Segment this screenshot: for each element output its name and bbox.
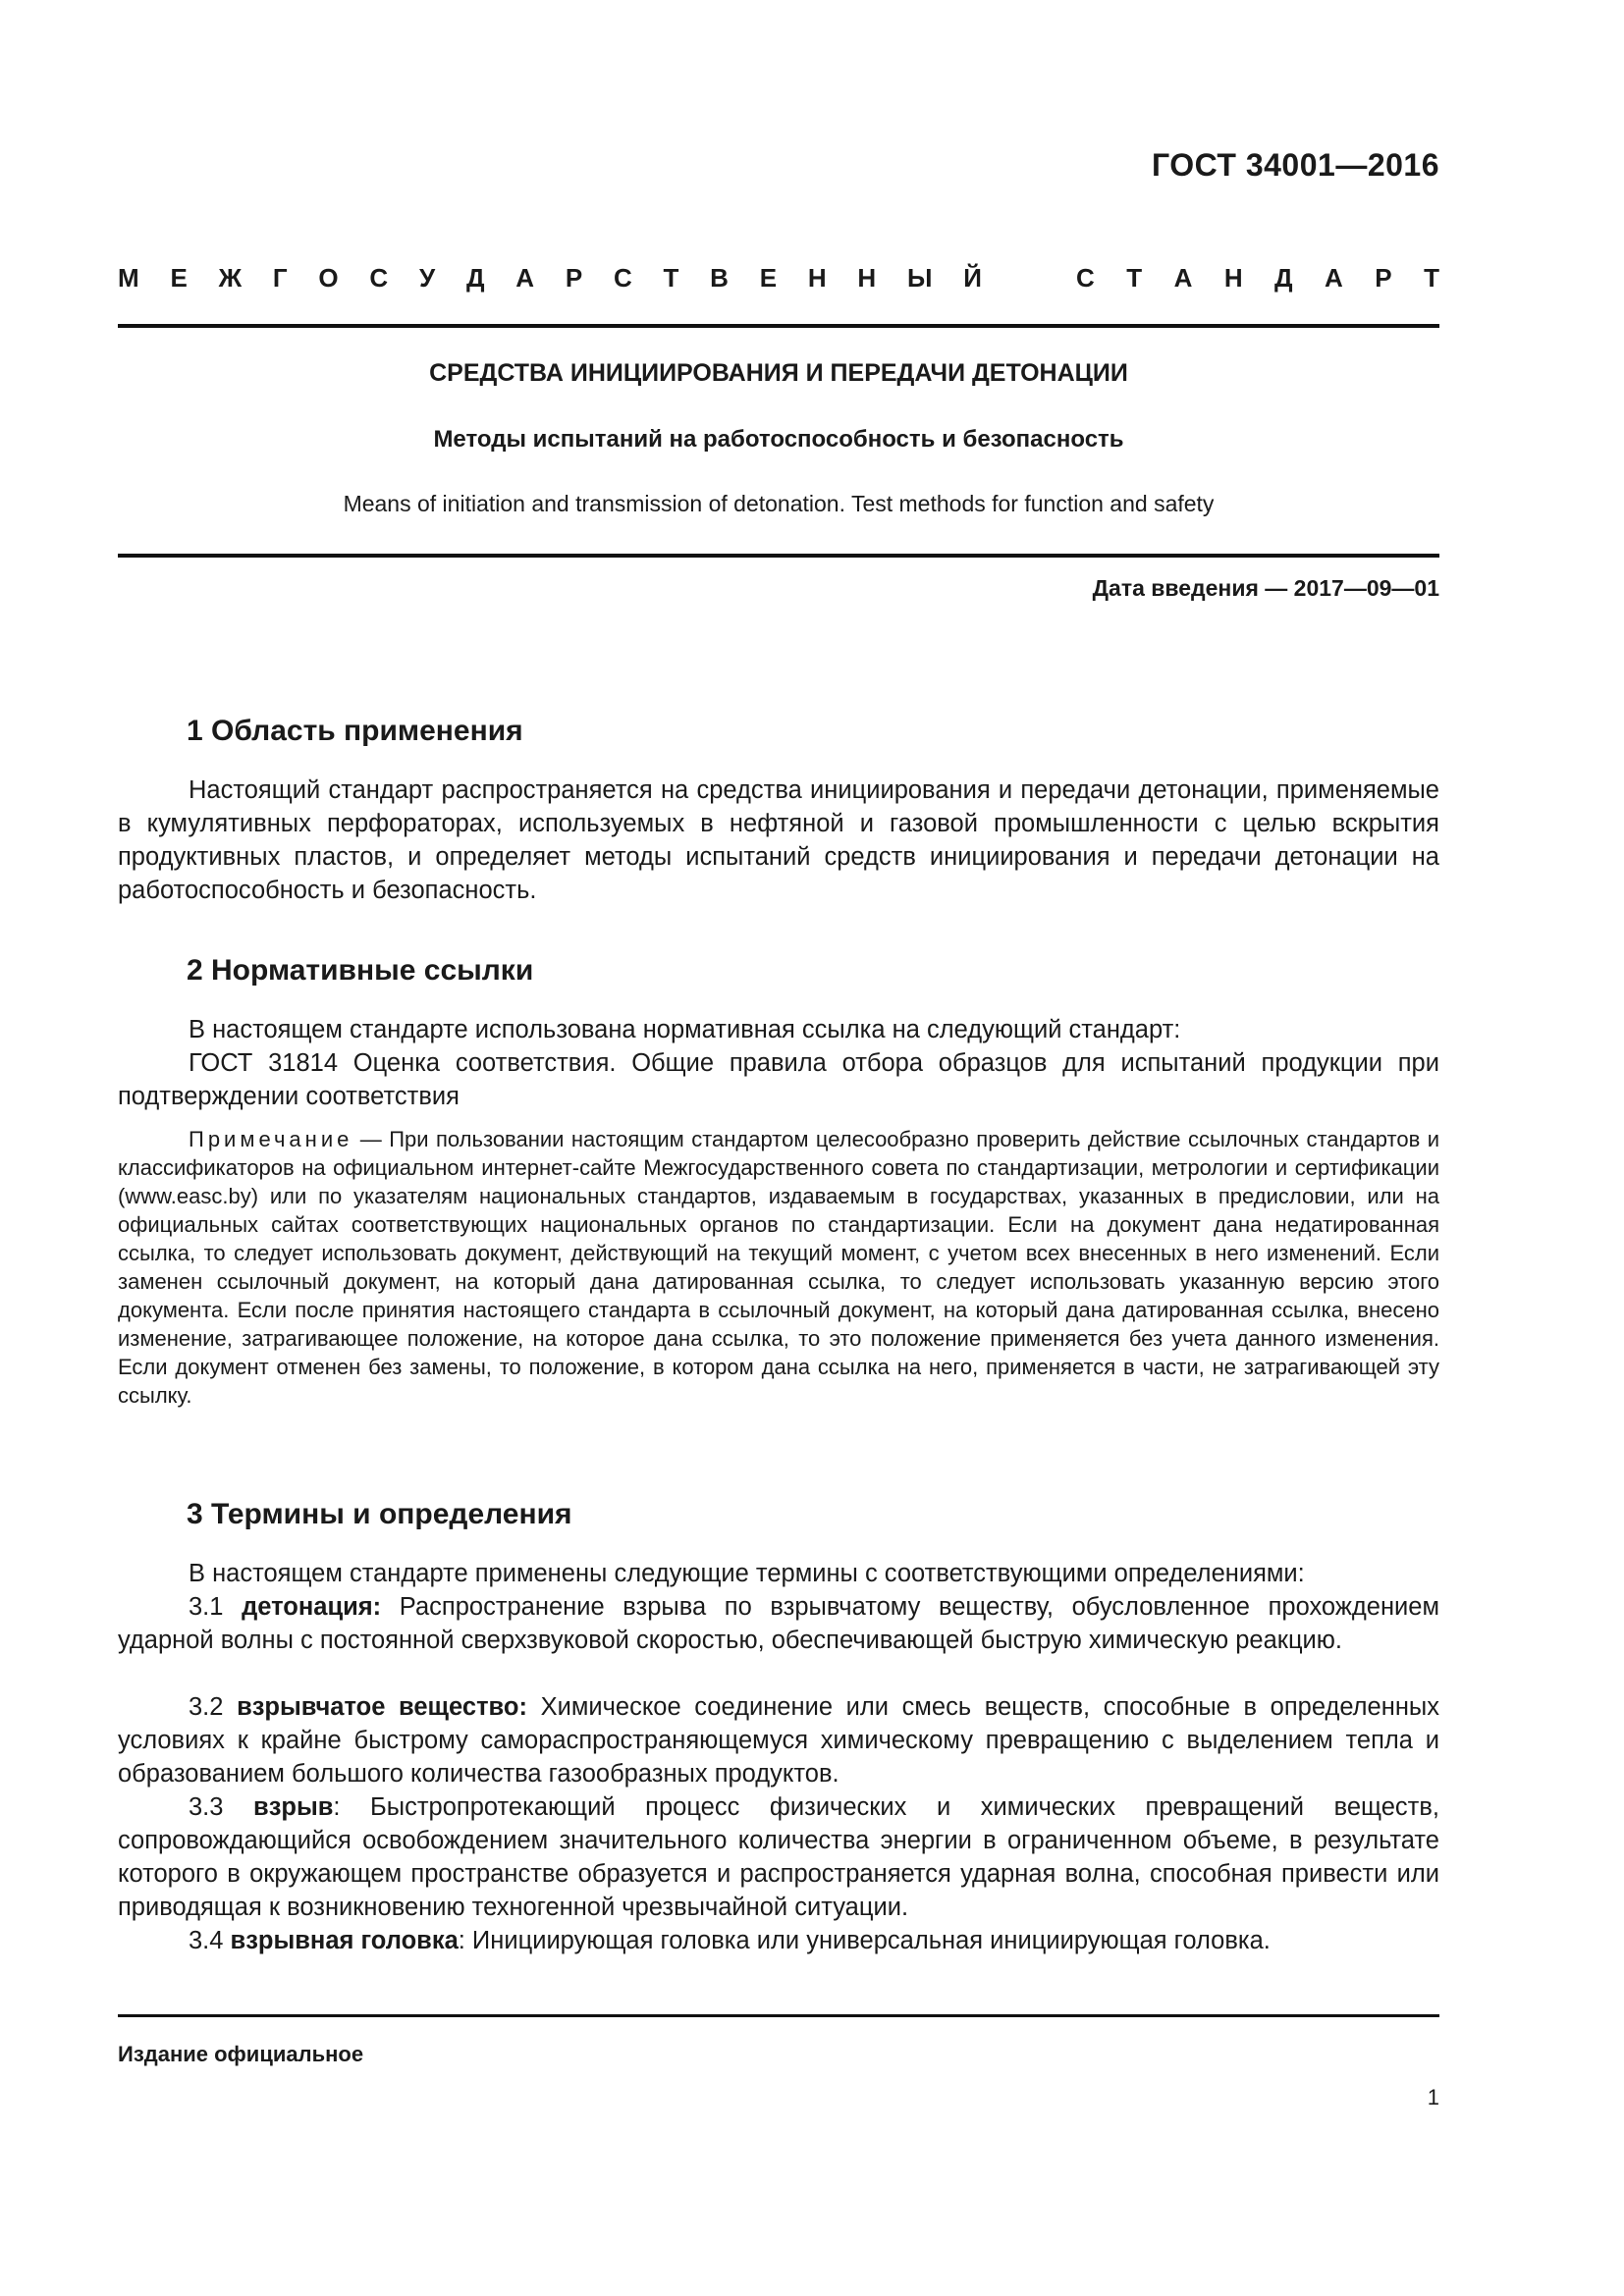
section-2-reference: ГОСТ 31814 Оценка соответствия. Общие правила отбора образцов для испытаний продукции при подтверждении соответствия bbox=[118, 1049, 1439, 1110]
note-label: Примечание bbox=[189, 1127, 353, 1151]
section-3-intro: В настоящем стандарте применены следующие термины с соответствующими определениями: bbox=[189, 1560, 1305, 1587]
term-3-4: 3.4 взрывная головка: Инициирующая головка или универсальная инициирующая головка. bbox=[189, 1927, 1271, 1954]
introduction-date: Дата введения — 2017—09—01 bbox=[1092, 575, 1439, 601]
document-title: СРЕДСТВА ИНИЦИИРОВАНИЯ И ПЕРЕДАЧИ ДЕТОНАЦИИ bbox=[429, 359, 1128, 387]
section-1-paragraph: Настоящий стандарт распространяется на средства инициирования и передачи детонации, применяемые в кумулятивных перфораторах, используемых в нефтяной и газовой промышленности с целью вскрытия продуктивных пластов, и определяет методы испытаний средств инициирования и передачи детонации на работоспособность и безопасность. bbox=[118, 776, 1439, 904]
banner-word-interstate: М Е Ж Г О С У Д А Р С Т В Е Н Н Ы Й bbox=[118, 263, 982, 293]
gost-code: ГОСТ 34001—2016 bbox=[1151, 147, 1439, 183]
term-name: детонация: bbox=[242, 1593, 382, 1621]
document-title-english: Means of initiation and transmission of detonation. Test methods for function and safety bbox=[343, 491, 1215, 516]
header-divider bbox=[118, 324, 1439, 328]
section-3-heading: 3 Термины и определения bbox=[187, 1498, 572, 1530]
section-1-heading: 1 Область применения bbox=[187, 715, 523, 747]
term-name: взрывчатое вещество: bbox=[237, 1693, 527, 1721]
term-3-3: 3.3 взрыв: Быстропротекающий процесс физических и химических превращений веществ, сопровождающийся освобождением значительного количества энергии в ограниченном объеме, в результате которого в окружающем пространстве образуется и распространяется ударная волна, способная привести или приводящая к возникновению техногенной чрезвычайной ситуации. bbox=[118, 1793, 1439, 1921]
official-edition-label: Издание официальное bbox=[118, 2042, 364, 2066]
page-number: 1 bbox=[1427, 2085, 1439, 2109]
section-2-paragraph-1: В настоящем стандарте использована нормативная ссылка на следующий стандарт: bbox=[189, 1016, 1181, 1043]
title-divider bbox=[118, 554, 1439, 558]
banner-word-standard: С Т А Н Д А Р Т bbox=[1076, 263, 1439, 293]
footer-divider bbox=[118, 2014, 1439, 2017]
section-2-note: Примечание — При пользовании настоящим стандартом целесообразно проверить действие ссылочных стандартов и классификаторов на официальном интернет-сайте Межгосударственного совета по стандартизации, метрологии и сертификации (www.easc.by) или по указателям национальных стандартов, издаваемым в государствах, указанных в предисловии, или на официальных сайтах соответствующих национальных органов по стандартизации. Если на документ дана недатированная ссылка, то следует использовать документ, действующий на текущий момент, с учетом всех внесенных в него изменений. Если заменен ссылочный документ, на который дана датированная ссылка, то следует использовать указанную версию этого документа. Если после принятия настоящего стандарта в ссылочный документ, на который дана датированная ссылка, внесено изменение, затрагивающее положение, на которое дана ссылка, то это положение применяется без учета данного изменения. Если документ отменен без замены, то положение, в котором дана ссылка на него, применяется в части, не затрагивающей эту ссылку. bbox=[118, 1127, 1439, 1408]
document-subtitle: Методы испытаний на работоспособность и безопасность bbox=[433, 426, 1124, 453]
term-name: взрывная головка bbox=[230, 1927, 459, 1954]
term-3-2: 3.2 взрывчатое вещество: Химическое соединение или смесь веществ, способные в определенных условиях к крайне быстрому самораспространяющемуся химическому превращению с выделением тепла и образованием большого количества газообразных продуктов. bbox=[118, 1693, 1439, 1788]
section-2-heading: 2 Нормативные ссылки bbox=[187, 954, 534, 987]
interstate-standard-banner bbox=[118, 263, 1439, 294]
term-name: взрыв bbox=[253, 1793, 334, 1821]
term-3-1: 3.1 детонация: Распространение взрыва по взрывчатому веществу, обусловленное прохождением ударной волны с постоянной сверхзвуковой скоростью, обеспечивающей быструю химическую реакцию. bbox=[118, 1593, 1439, 1654]
